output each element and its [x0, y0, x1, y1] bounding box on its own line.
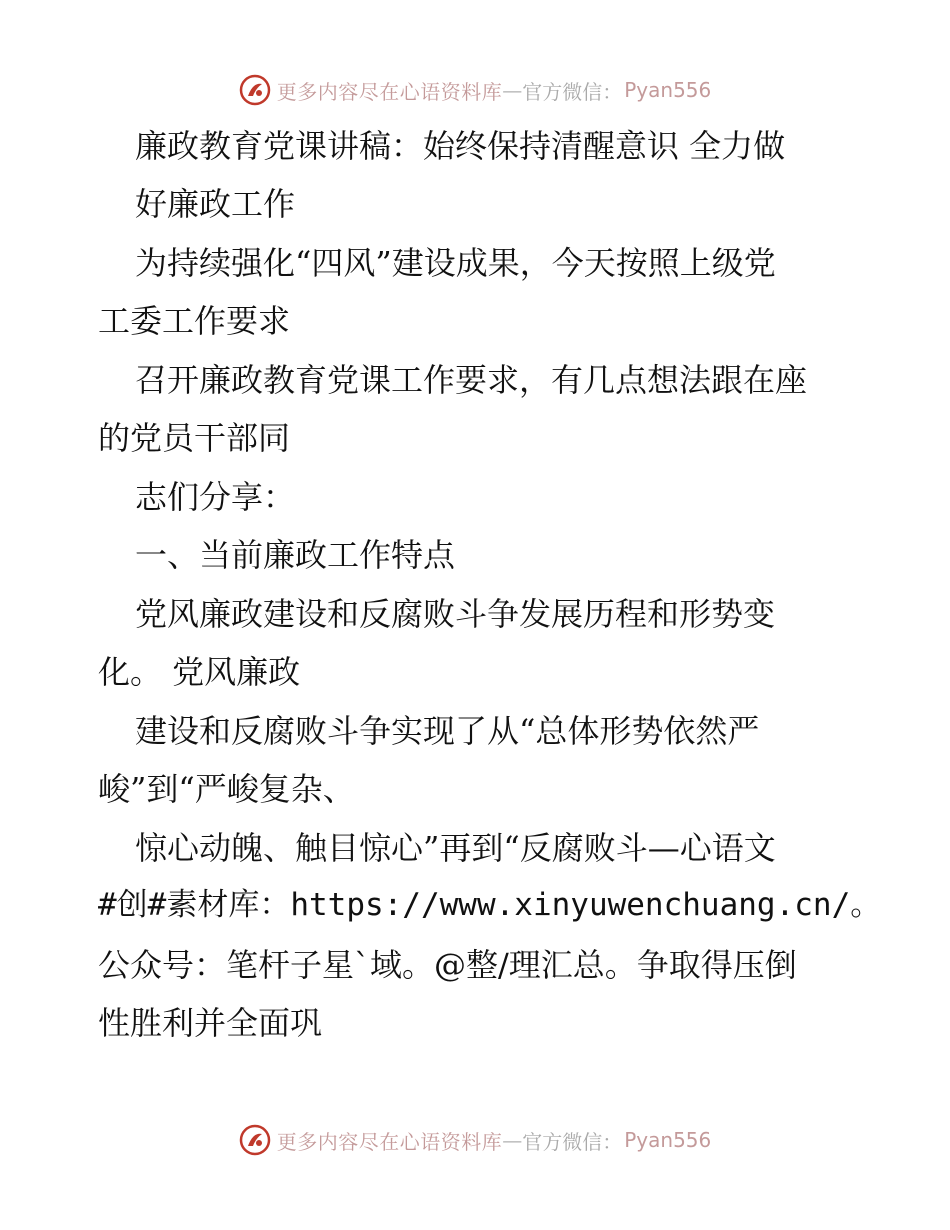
- section-heading: 一、当前廉政工作特点: [135, 536, 456, 574]
- header-wechat-id: Pyan556: [624, 78, 712, 102]
- footer-banner: [0, 1120, 950, 1160]
- header-banner-text: 更多内容尽在心语资料库: [276, 79, 503, 104]
- text-line: 志们分享：: [135, 478, 296, 516]
- footer-banner-text: 更多内容尽在心语资料库: [276, 1129, 503, 1154]
- header-wechat-label: 官方微信：: [522, 79, 623, 104]
- text-line: 召开廉政教育党课工作要求，有几点想法跟在座: [135, 361, 808, 399]
- logo-icon: [239, 1124, 271, 1156]
- text-line: 建设和反腐败斗争实现了从“总体形势依然严: [135, 712, 760, 750]
- header-banner-dash: —: [502, 78, 523, 102]
- footer-wechat-label: 官方微信：: [522, 1129, 623, 1154]
- text-line: 的党员干部同: [98, 419, 291, 457]
- text-line: 公众号：笔杆子星`域。@整/理汇总。争取得压倒: [98, 946, 797, 984]
- footer-wechat-id: Pyan556: [624, 1128, 712, 1152]
- title-line-2: 好廉政工作: [135, 185, 296, 223]
- footer-banner-dash: —: [502, 1128, 523, 1152]
- text-line: 性胜利并全面巩: [98, 1004, 323, 1042]
- text-line: 惊心动魄、触目惊心”再到“反腐败斗—心语文: [135, 829, 776, 867]
- text-line: 为持续强化“四风”建设成果，今天按照上级党: [135, 244, 776, 282]
- text-line: 化。 党风廉政: [98, 653, 301, 691]
- text-line: 峻”到“严峻复杂、: [98, 770, 355, 808]
- text-line: 党风廉政建设和反腐败斗争发展历程和形势变: [135, 595, 776, 633]
- text-line: 工委工作要求: [98, 302, 291, 340]
- title-line-1: 廉政教育党课讲稿：始终保持清醒意识 全力做: [135, 127, 786, 165]
- text-line-url: #创#素材库：https://www.xinyuwenchuang.cn/。: [98, 887, 882, 923]
